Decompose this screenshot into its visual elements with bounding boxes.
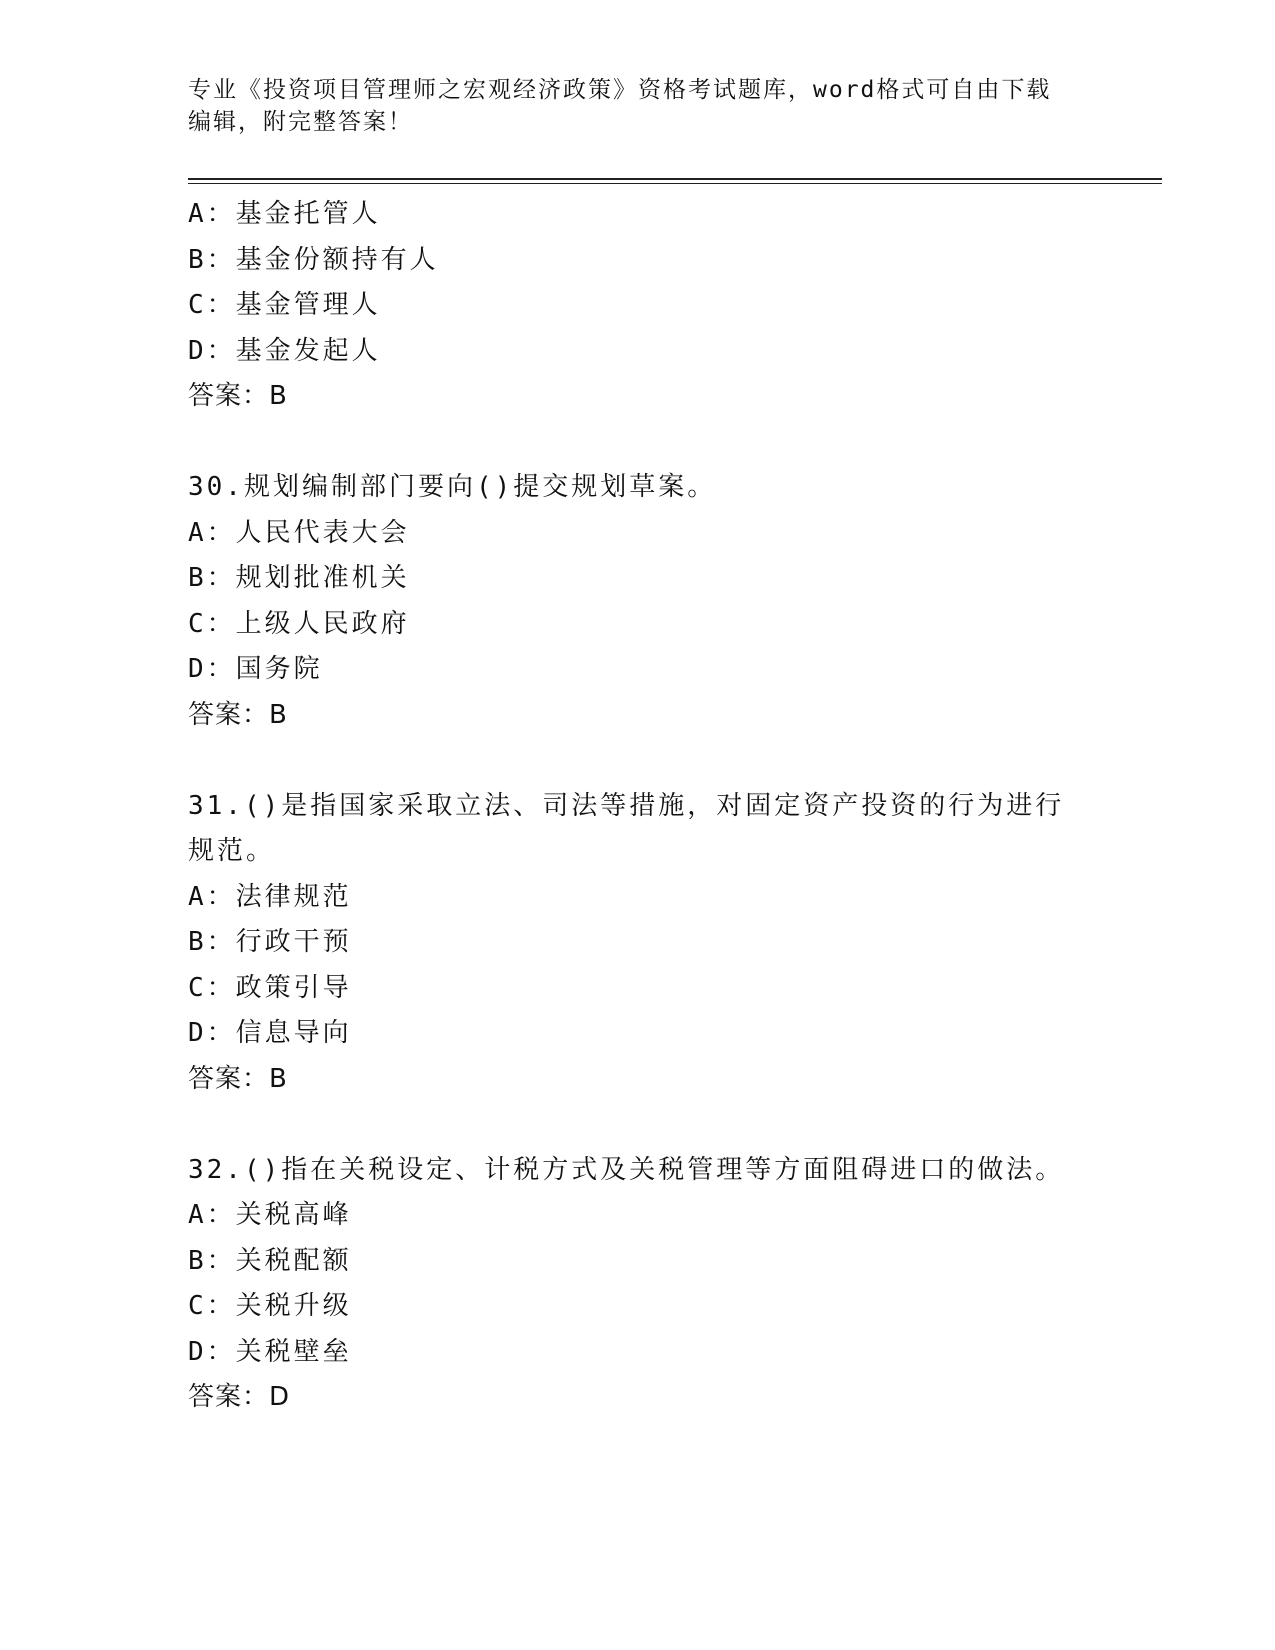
- question-block: [188, 465, 1088, 738]
- option-d: D：基金发起人: [188, 335, 381, 366]
- answer-line: 答案：B: [188, 699, 288, 730]
- option-a: A：关税高峰: [188, 1200, 352, 1230]
- option-c: C：政策引导: [188, 972, 352, 1003]
- header-divider-thin: [188, 183, 1162, 184]
- answer-line: 答案：B: [188, 1063, 288, 1094]
- spacer: [188, 420, 1088, 466]
- option-a: A：基金托管人: [188, 199, 381, 229]
- question-list: [188, 192, 1088, 1421]
- option-b: B：关税配额: [188, 1245, 352, 1276]
- option-a: A：法律规范: [188, 881, 352, 912]
- option-d: D：关税壁垒: [188, 1336, 352, 1367]
- option-a: A：人民代表大会: [188, 517, 410, 548]
- option-c: C：上级人民政府: [188, 608, 410, 639]
- option-b: B：行政干预: [188, 927, 352, 957]
- option-c: C：基金管理人: [188, 290, 381, 320]
- spacer: [188, 738, 1088, 784]
- question-block: [188, 1148, 1088, 1421]
- option-d: D：国务院: [188, 654, 323, 684]
- spacer: [188, 1102, 1088, 1148]
- option-c: C：关税升级: [188, 1291, 352, 1321]
- document-header: 专业《投资项目管理师之宏观经济政策》资格考试题库，word格式可自由下载编辑，附完整答案！: [188, 77, 1052, 135]
- answer-line: 答案：B: [188, 381, 288, 411]
- header-divider-thick: [188, 178, 1162, 180]
- question-text: 32.()指在关税设定、计税方式及关税管理等方面阻碍进口的做法。: [188, 1154, 1065, 1185]
- question-block: [188, 784, 1088, 1103]
- option-d: D：信息导向: [188, 1018, 352, 1048]
- answer-line: 答案：D: [188, 1382, 291, 1412]
- option-b: B：规划批准机关: [188, 563, 410, 593]
- question-block: [188, 192, 1088, 420]
- option-b: B：基金份额持有人: [188, 244, 439, 275]
- question-text: 30.规划编制部门要向()提交规划草案。: [188, 472, 717, 502]
- question-text: 31.()是指国家采取立法、司法等措施，对固定资产投资的行为进行规范。: [188, 790, 1065, 866]
